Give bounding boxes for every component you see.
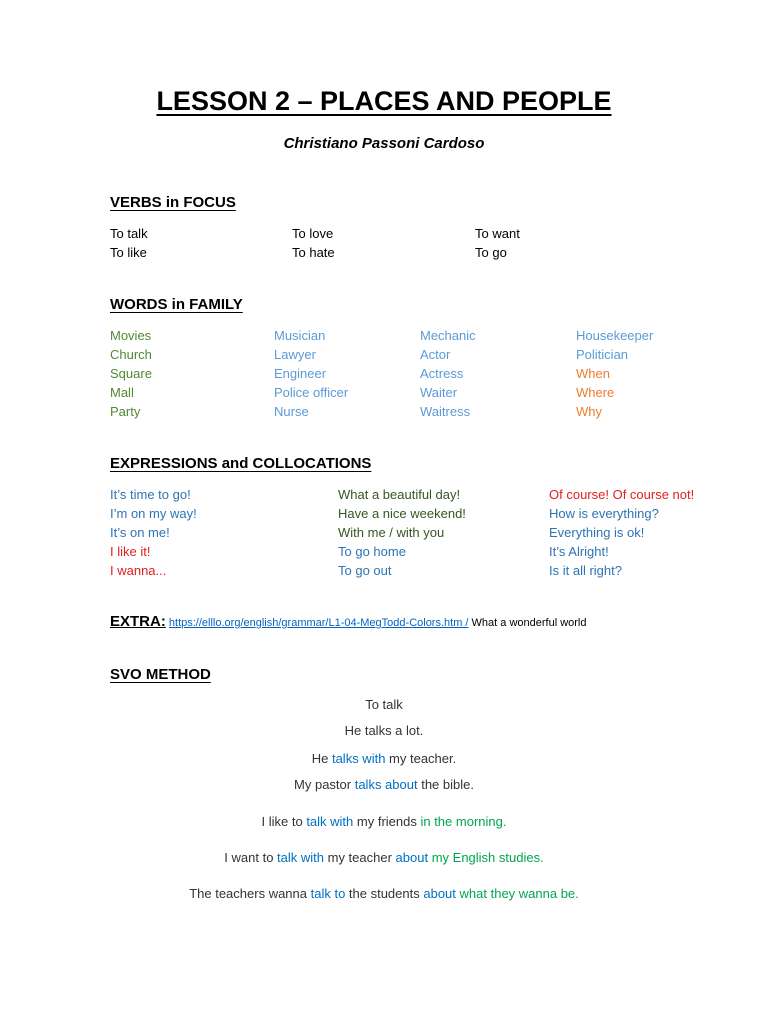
- word-item: Actress: [420, 366, 464, 381]
- svo-line: [0, 723, 768, 738]
- svo-preposition: about: [395, 850, 429, 865]
- svo-line: [0, 814, 768, 829]
- extra-note: What a wonderful world: [471, 617, 587, 629]
- expression-item: With me / with you: [338, 525, 445, 540]
- svo-text: my friends: [353, 814, 421, 829]
- word-item: When: [576, 366, 610, 381]
- verb-item: To like: [110, 245, 147, 260]
- expressions-column-2: [338, 485, 466, 580]
- word-item: Waiter: [420, 385, 458, 400]
- expression-item: I wanna...: [110, 563, 167, 578]
- extra-link[interactable]: https://elllo.org/english/grammar/L1-04-MegTodd-Colors.htm /: [168, 617, 469, 629]
- svo-complement: what they wanna be.: [459, 886, 579, 901]
- page-title: LESSON 2 – PLACES AND PEOPLE: [156, 86, 612, 116]
- word-item: Nurse: [274, 404, 309, 419]
- extra-line: [110, 613, 587, 630]
- svo-complement: in the morning.: [420, 814, 507, 829]
- word-item: Housekeeper: [576, 328, 654, 343]
- word-item: Lawyer: [274, 347, 316, 362]
- expression-item: To go out: [338, 563, 392, 578]
- word-item: Police officer: [274, 385, 349, 400]
- verb-item: To go: [475, 245, 507, 260]
- expression-item: What a beautiful day!: [338, 487, 461, 502]
- word-item: Mall: [110, 385, 134, 400]
- word-item: Engineer: [274, 366, 327, 381]
- verbs-column-3: [475, 224, 520, 262]
- words-heading: WORDS in FAMILY: [110, 296, 243, 313]
- svo-text: To talk: [365, 697, 403, 712]
- expression-item: Everything is ok!: [549, 525, 645, 540]
- extra-label: EXTRA:: [110, 613, 166, 630]
- svo-line: [0, 850, 768, 865]
- expression-item: I’m on my way!: [110, 506, 197, 521]
- svo-subject: I want to: [224, 850, 278, 865]
- expression-item: Of course! Of course not!: [549, 487, 695, 502]
- expression-item: To go home: [338, 544, 406, 559]
- word-item: Movies: [110, 328, 152, 343]
- word-item: Square: [110, 366, 152, 381]
- expressions-column-3: [549, 485, 694, 580]
- svo-verb: talks with: [331, 751, 386, 766]
- words-people-column-2: [420, 326, 476, 421]
- svo-text: the bible.: [417, 777, 474, 792]
- svo-text: He talks a lot.: [344, 723, 424, 738]
- svo-text: the students: [345, 886, 424, 901]
- word-item: Actor: [420, 347, 451, 362]
- verb-item: To talk: [110, 226, 148, 241]
- svo-verb: talk with: [277, 850, 324, 865]
- word-item: Mechanic: [420, 328, 476, 343]
- expressions-heading: EXPRESSIONS and COLLOCATIONS: [110, 455, 372, 472]
- expression-item: Have a nice weekend!: [338, 506, 466, 521]
- svo-line: [0, 751, 768, 766]
- word-item: Church: [110, 347, 152, 362]
- svo-text: my teacher.: [385, 751, 457, 766]
- svo-line: [0, 777, 768, 792]
- svo-text: my teacher: [324, 850, 396, 865]
- words-people-column-1: [274, 326, 348, 421]
- svo-subject: The teachers wanna: [189, 886, 311, 901]
- expression-item: It’s on me!: [110, 525, 170, 540]
- svo-preposition: about: [423, 886, 456, 901]
- expression-item: It’s Alright!: [549, 544, 609, 559]
- svo-heading: SVO METHOD: [110, 666, 211, 683]
- verbs-column-2: [292, 224, 335, 262]
- svo-verb: talks about: [354, 777, 418, 792]
- verb-item: To love: [292, 226, 334, 241]
- word-item: Why: [576, 404, 602, 419]
- svo-complement: my English studies.: [431, 850, 544, 865]
- expression-item: It’s time to go!: [110, 487, 191, 502]
- word-item: Where: [576, 385, 615, 400]
- expression-item: How is everything?: [549, 506, 659, 521]
- words-people-column-3: [576, 326, 653, 421]
- words-places-column: [110, 326, 152, 421]
- verbs-heading: VERBS in FOCUS: [110, 194, 236, 211]
- svo-subject: I like to: [261, 814, 307, 829]
- svo-verb: talk to: [310, 886, 346, 901]
- verb-item: To hate: [292, 245, 335, 260]
- expression-item: Is it all right?: [549, 563, 622, 578]
- verbs-column-1: [110, 224, 148, 262]
- word-item: Politician: [576, 347, 629, 362]
- svo-subject: He: [311, 751, 332, 766]
- word-item: Party: [110, 404, 141, 419]
- svo-line: [0, 886, 768, 901]
- expressions-column-1: [110, 485, 197, 580]
- author-name: Christiano Passoni Cardoso: [283, 135, 485, 152]
- svo-subject: My pastor: [294, 777, 355, 792]
- word-item: Waitress: [420, 404, 471, 419]
- verb-item: To want: [475, 226, 520, 241]
- svo-line: [0, 697, 768, 712]
- expression-item: I like it!: [110, 544, 151, 559]
- svo-verb: talk with: [306, 814, 354, 829]
- word-item: Musician: [274, 328, 326, 343]
